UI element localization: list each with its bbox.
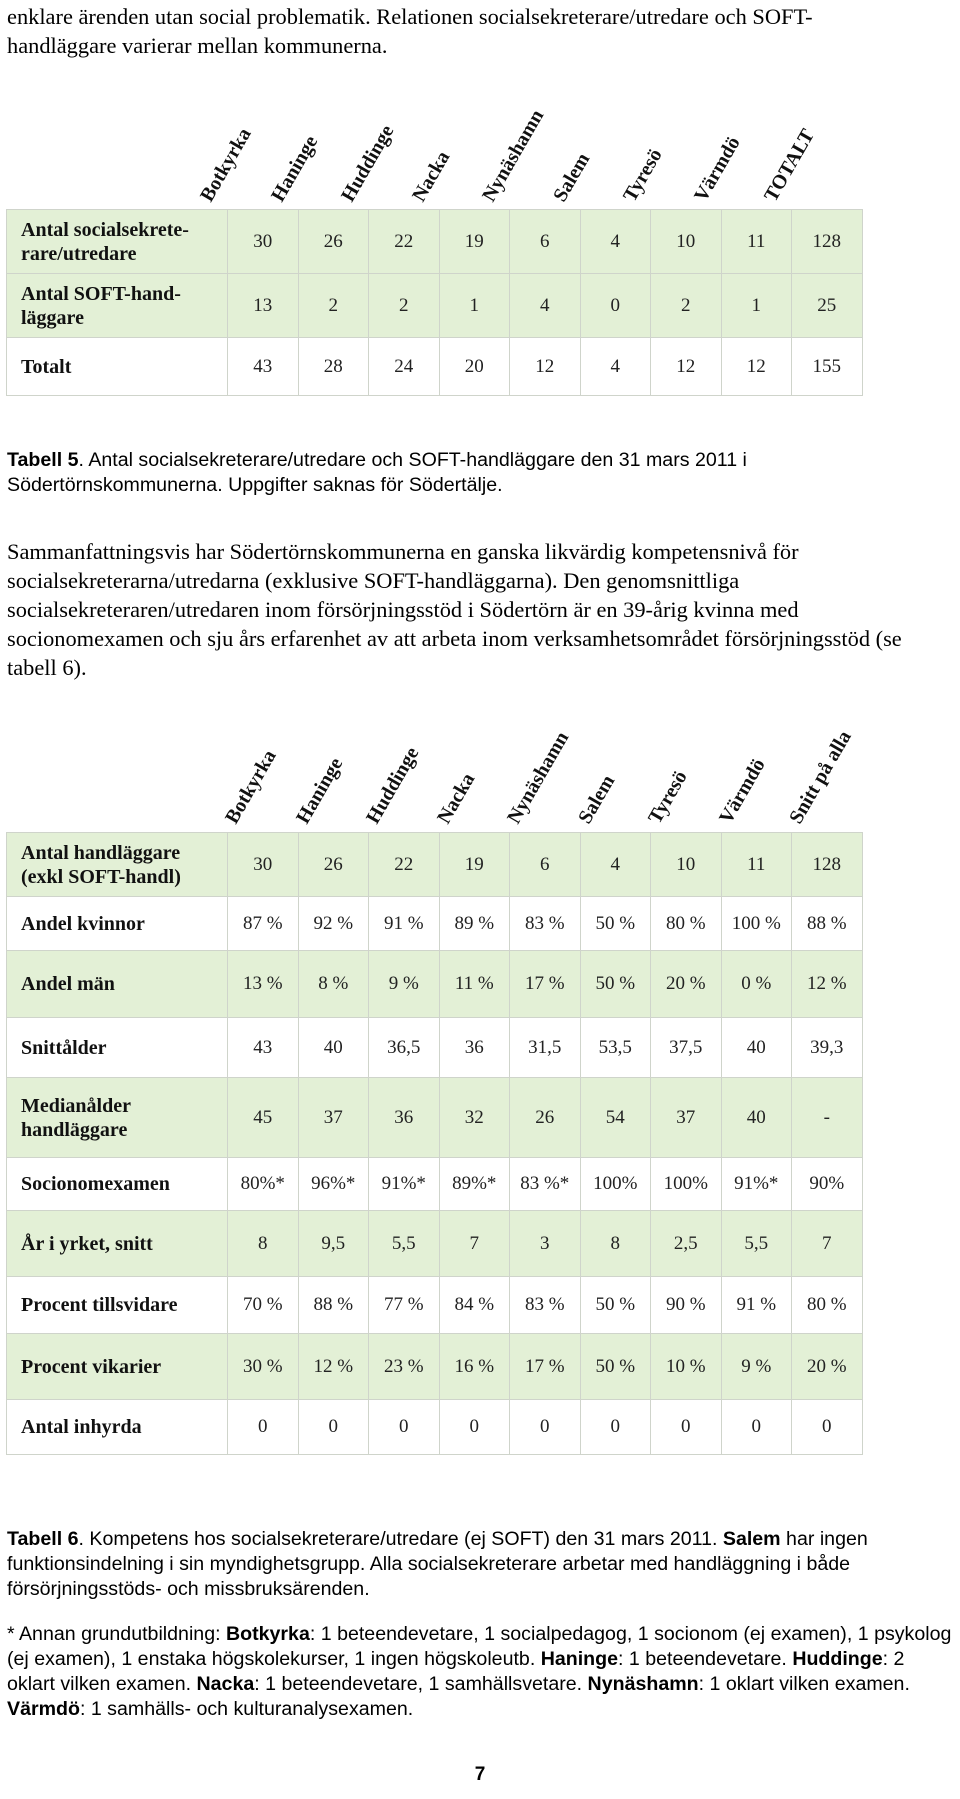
row-label bbox=[7, 951, 228, 1018]
row-label-line: Socionomexamen bbox=[21, 1173, 170, 1195]
table-row bbox=[7, 897, 863, 951]
table-cell: 96%* bbox=[298, 1158, 369, 1211]
table-cell: 22 bbox=[369, 833, 440, 897]
table-cell: 0 bbox=[792, 1400, 863, 1455]
footnote-municipality: Botkyrka bbox=[225, 1623, 310, 1645]
column-header: Värmdö bbox=[689, 132, 745, 206]
row-label bbox=[7, 1334, 228, 1400]
footnote bbox=[7, 1622, 952, 1722]
table-cell: 5,5 bbox=[721, 1211, 792, 1277]
table-cell: 36 bbox=[369, 1078, 440, 1158]
table-cell: 0 bbox=[580, 1400, 651, 1455]
table-cell: 36,5 bbox=[369, 1018, 440, 1078]
column-header: Haninge bbox=[291, 753, 347, 828]
table-cell: 83 %* bbox=[510, 1158, 581, 1211]
table-cell: 50 % bbox=[580, 1334, 651, 1400]
footnote-text: : 2 oklart vilken examen. bbox=[7, 1648, 905, 1695]
table-cell: 2 bbox=[369, 274, 440, 338]
table-cell: 91 % bbox=[721, 1277, 792, 1334]
row-label bbox=[7, 210, 228, 274]
table-cell: 88 % bbox=[298, 1277, 369, 1334]
table-cell: 19 bbox=[439, 833, 510, 897]
table-5 bbox=[6, 209, 863, 396]
table-cell: 7 bbox=[439, 1211, 510, 1277]
table-cell: 23 % bbox=[369, 1334, 440, 1400]
column-header: Värmdö bbox=[714, 754, 770, 828]
table-cell: 0 bbox=[721, 1400, 792, 1455]
table-cell: 6 bbox=[510, 210, 581, 274]
table-cell: 26 bbox=[298, 210, 369, 274]
table-cell: 13 bbox=[228, 274, 299, 338]
table-cell: 43 bbox=[228, 1018, 299, 1078]
column-header: Nacka bbox=[432, 769, 479, 828]
table-cell: 8 bbox=[228, 1211, 299, 1277]
table-cell: 2 bbox=[298, 274, 369, 338]
row-label-line: Antal socialsekrete- bbox=[21, 218, 189, 241]
table-cell: 8 bbox=[580, 1211, 651, 1277]
table-cell: 0 bbox=[369, 1400, 440, 1455]
row-label-line: Antal handläggare bbox=[21, 841, 181, 864]
column-header: Salem bbox=[573, 771, 619, 828]
footnote-text: * Annan grundutbildning: bbox=[7, 1623, 226, 1645]
table-cell: 80 % bbox=[651, 897, 722, 951]
table-cell: 32 bbox=[439, 1078, 510, 1158]
table-cell: 6 bbox=[510, 833, 581, 897]
row-label-line: Snittålder bbox=[21, 1036, 107, 1059]
page-number: 7 bbox=[474, 1764, 486, 1785]
footnote-municipality: Haninge bbox=[540, 1648, 619, 1670]
table-cell: 5,5 bbox=[369, 1211, 440, 1277]
caption-text: . Kompetens hos socialsekreterare/utredare (ej SOFT) den 31 mars 2011. bbox=[78, 1528, 723, 1550]
table-cell: 12 bbox=[651, 338, 722, 396]
table-cell: 24 bbox=[369, 338, 440, 396]
footnote-municipality: Nynäshamn bbox=[587, 1673, 699, 1695]
table-row bbox=[7, 1277, 863, 1334]
table-cell: 12 bbox=[721, 338, 792, 396]
summary-paragraph: Sammanfattningsvis har Södertörnskommunerna en ganska likvärdig kompetensnivå för socialsekreterarna/utredarna (exklusive SOFT-handläggarna). Den genomsnittliga socialsekreteraren/utredaren inom försörjningsstöd i Södertörn är en 39-årig kvinna med socionomexamen och sju års erfarenhet av att arbeta inom verksamhetsområdet försörjningsstöd (se tabell 6). bbox=[7, 539, 902, 680]
column-header: Nynäshamn bbox=[503, 727, 574, 828]
column-header: Botkyrka bbox=[221, 746, 281, 828]
table-cell: 80%* bbox=[228, 1158, 299, 1211]
table-cell: 20 % bbox=[651, 951, 722, 1018]
table-row bbox=[7, 833, 863, 897]
table-cell: 4 bbox=[580, 338, 651, 396]
table-cell: 30 bbox=[228, 210, 299, 274]
column-header: Snitt på alla bbox=[785, 726, 856, 828]
table-cell: 80 % bbox=[792, 1277, 863, 1334]
row-label-line: (exkl SOFT-handl) bbox=[21, 865, 181, 888]
table-cell: 7 bbox=[792, 1211, 863, 1277]
table5-caption bbox=[7, 448, 952, 498]
column-header: Haninge bbox=[266, 131, 322, 206]
column-header: Tyresö bbox=[644, 767, 692, 828]
table-cell: 1 bbox=[439, 274, 510, 338]
table-cell: 0 bbox=[228, 1400, 299, 1455]
table-cell: 17 % bbox=[510, 1334, 581, 1400]
table-cell: 12 % bbox=[298, 1334, 369, 1400]
row-label-line: År i yrket, snitt bbox=[21, 1232, 153, 1255]
column-header: Huddinge bbox=[362, 743, 424, 828]
footnote-text: : 1 oklart vilken examen. bbox=[698, 1673, 910, 1695]
table-cell: 91%* bbox=[369, 1158, 440, 1211]
table-cell: 88 % bbox=[792, 897, 863, 951]
row-label bbox=[7, 1078, 228, 1158]
table-cell: 50 % bbox=[580, 897, 651, 951]
table-row bbox=[7, 274, 863, 338]
column-header: TOTALT bbox=[760, 125, 819, 206]
caption-text: . Antal socialsekreterare/utredare och SOFT-handläggare den 31 mars 2011 i Södertörnskommunerna. Uppgifter saknas för Södertälje. bbox=[7, 449, 747, 496]
table-cell: 50 % bbox=[580, 1277, 651, 1334]
footnote-text: : 1 beteendevetare. bbox=[618, 1648, 793, 1670]
table-cell: 54 bbox=[580, 1078, 651, 1158]
footnote-text: : 1 beteendevetare, 1 socialpedagog, 1 socionom (ej examen), 1 psykolog (ej examen), 1 enstaka högskolekurser, 1 ingen högskoleutb. bbox=[7, 1623, 952, 1670]
table-cell: 30 % bbox=[228, 1334, 299, 1400]
table-cell: 45 bbox=[228, 1078, 299, 1158]
table-cell: 31,5 bbox=[510, 1018, 581, 1078]
table-cell: 4 bbox=[510, 274, 581, 338]
intro-paragraph bbox=[7, 2, 947, 60]
caption-text: har ingen funktionsindelning i sin myndighetsgrupp. Alla socialsekreterare arbetar med handläggning i både försörjningsstöds- och missbruksärenden. bbox=[7, 1528, 868, 1600]
row-label bbox=[7, 274, 228, 338]
table-cell: 17 % bbox=[510, 951, 581, 1018]
table-cell: 2 bbox=[651, 274, 722, 338]
column-header: Huddinge bbox=[337, 121, 399, 206]
table-cell: 0 bbox=[298, 1400, 369, 1455]
table-cell: 9 % bbox=[721, 1334, 792, 1400]
table-cell: 25 bbox=[792, 274, 863, 338]
column-header: Tyresö bbox=[619, 145, 667, 206]
table-cell: 11 bbox=[721, 833, 792, 897]
table-cell: 30 bbox=[228, 833, 299, 897]
table-cell: 11 % bbox=[439, 951, 510, 1018]
table-row bbox=[7, 1334, 863, 1400]
table-cell: 87 % bbox=[228, 897, 299, 951]
row-label bbox=[7, 338, 228, 396]
table-cell: 26 bbox=[510, 1078, 581, 1158]
table-6 bbox=[6, 832, 863, 1455]
row-label-line: Andel män bbox=[21, 973, 115, 995]
table5-column-headers bbox=[0, 56, 960, 206]
table-cell: 90 % bbox=[651, 1277, 722, 1334]
table-cell: 4 bbox=[580, 833, 651, 897]
table-cell: 9 % bbox=[369, 951, 440, 1018]
row-label-line: Medianålder bbox=[21, 1094, 131, 1117]
table-cell: 50 % bbox=[580, 951, 651, 1018]
table-cell: 28 bbox=[298, 338, 369, 396]
table-cell: 37 bbox=[651, 1078, 722, 1158]
table-cell: 70 % bbox=[228, 1277, 299, 1334]
table-cell: 0 bbox=[580, 274, 651, 338]
table-cell: 100% bbox=[651, 1158, 722, 1211]
table6-caption bbox=[7, 1527, 952, 1602]
column-header: Nynäshamn bbox=[478, 105, 549, 206]
caption-label: Tabell 5 bbox=[7, 449, 79, 471]
row-label-line: Andel kvinnor bbox=[21, 912, 145, 935]
intro-line: enklare ärenden utan social problematik. Relationen socialsekreterare/utredare och SOFT- bbox=[7, 4, 813, 29]
table-cell: 90% bbox=[792, 1158, 863, 1211]
table-cell: 8 % bbox=[298, 951, 369, 1018]
row-label bbox=[7, 897, 228, 951]
table-cell: 89 % bbox=[439, 897, 510, 951]
table-cell: 16 % bbox=[439, 1334, 510, 1400]
table-cell: 100 % bbox=[721, 897, 792, 951]
row-label-line: handläggare bbox=[21, 1118, 128, 1141]
table-cell: 43 bbox=[228, 338, 299, 396]
table-cell: 83 % bbox=[510, 897, 581, 951]
table-cell: 92 % bbox=[298, 897, 369, 951]
table-row bbox=[7, 1018, 863, 1078]
table-row bbox=[7, 951, 863, 1018]
table-cell: 84 % bbox=[439, 1277, 510, 1334]
table-cell: 40 bbox=[298, 1018, 369, 1078]
footnote-municipality: Huddinge bbox=[792, 1648, 883, 1670]
table-cell: 40 bbox=[721, 1018, 792, 1078]
row-label bbox=[7, 1277, 228, 1334]
row-label-line: Procent vikarier bbox=[21, 1355, 162, 1378]
table-cell: 20 % bbox=[792, 1334, 863, 1400]
table-cell: 20 bbox=[439, 338, 510, 396]
row-label bbox=[7, 1158, 228, 1211]
row-label-line: Procent tillsvidare bbox=[21, 1294, 178, 1316]
table-row bbox=[7, 1400, 863, 1455]
table-cell: 89%* bbox=[439, 1158, 510, 1211]
caption-label: Tabell 6 bbox=[7, 1528, 79, 1550]
footnote-municipality: Värmdö bbox=[7, 1698, 80, 1720]
table-cell: 128 bbox=[792, 833, 863, 897]
column-header: Nacka bbox=[407, 147, 454, 206]
table-cell: 0 % bbox=[721, 951, 792, 1018]
table-cell: 39,3 bbox=[792, 1018, 863, 1078]
table-row bbox=[7, 210, 863, 274]
table-cell: 3 bbox=[510, 1211, 581, 1277]
table-cell: 53,5 bbox=[580, 1018, 651, 1078]
table-cell: 0 bbox=[439, 1400, 510, 1455]
table-cell: 2,5 bbox=[651, 1211, 722, 1277]
table-cell: 19 bbox=[439, 210, 510, 274]
row-label-line: Totalt bbox=[21, 355, 72, 378]
table-cell: 0 bbox=[651, 1400, 722, 1455]
table-cell: 40 bbox=[721, 1078, 792, 1158]
table-cell: 77 % bbox=[369, 1277, 440, 1334]
table-cell: 91%* bbox=[721, 1158, 792, 1211]
table-row bbox=[7, 1078, 863, 1158]
footnote-text: : 1 samhälls- och kulturanalysexamen. bbox=[79, 1698, 414, 1720]
row-label-line: rare/utredare bbox=[21, 242, 137, 265]
table-cell: 36 bbox=[439, 1018, 510, 1078]
table-cell: 4 bbox=[580, 210, 651, 274]
row-label-line: Antal SOFT-hand- bbox=[21, 282, 181, 305]
table-cell: 37 bbox=[298, 1078, 369, 1158]
row-label bbox=[7, 1211, 228, 1277]
table-cell: 0 bbox=[510, 1400, 581, 1455]
column-header: Botkyrka bbox=[196, 124, 256, 206]
table-cell: 22 bbox=[369, 210, 440, 274]
row-label bbox=[7, 1018, 228, 1078]
table-cell: 12 % bbox=[792, 951, 863, 1018]
table-cell: 1 bbox=[721, 274, 792, 338]
row-label bbox=[7, 1400, 228, 1455]
row-label-line: läggare bbox=[21, 306, 84, 329]
intro-line: handläggare varierar mellan kommunerna. bbox=[7, 33, 388, 58]
table-row bbox=[7, 338, 863, 396]
table-cell: 83 % bbox=[510, 1277, 581, 1334]
column-header: Salem bbox=[548, 149, 594, 206]
table-row bbox=[7, 1158, 863, 1211]
table-cell: 128 bbox=[792, 210, 863, 274]
footnote-municipality: Nacka bbox=[196, 1673, 255, 1695]
footnote-text: : 1 beteendevetare, 1 samhällsvetare. bbox=[254, 1673, 588, 1695]
table-cell: 10 bbox=[651, 833, 722, 897]
table-row bbox=[7, 1211, 863, 1277]
row-label bbox=[7, 833, 228, 897]
table-cell: 11 bbox=[721, 210, 792, 274]
table6-column-headers bbox=[0, 678, 960, 828]
table-cell: 9,5 bbox=[298, 1211, 369, 1277]
table-cell: 37,5 bbox=[651, 1018, 722, 1078]
table-cell: 13 % bbox=[228, 951, 299, 1018]
table-cell: 91 % bbox=[369, 897, 440, 951]
table-cell: 26 bbox=[298, 833, 369, 897]
caption-emphasis: Salem bbox=[722, 1528, 781, 1550]
table-cell: - bbox=[792, 1078, 863, 1158]
row-label-line: Antal inhyrda bbox=[21, 1416, 142, 1438]
table-cell: 12 bbox=[510, 338, 581, 396]
table-cell: 100% bbox=[580, 1158, 651, 1211]
table-cell: 10 bbox=[651, 210, 722, 274]
table-cell: 10 % bbox=[651, 1334, 722, 1400]
table-cell: 155 bbox=[792, 338, 863, 396]
